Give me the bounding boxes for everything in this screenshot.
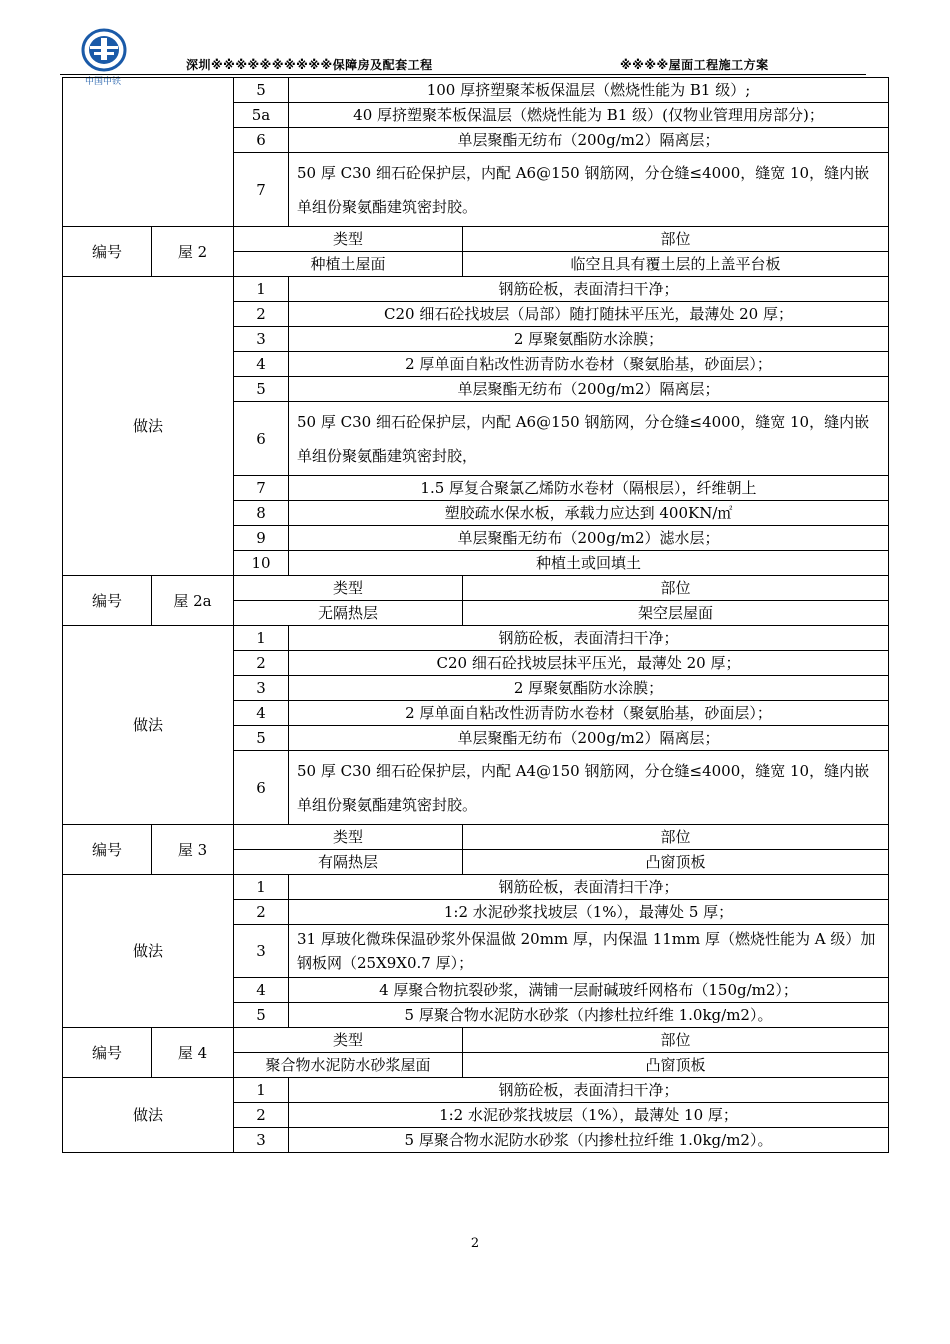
roof-type: 种植土屋面	[234, 252, 463, 277]
table-row	[63, 875, 889, 900]
step-number: 5	[234, 78, 289, 103]
step-text: 钢筋砼板，表面清扫干净；	[289, 277, 889, 302]
step-number: 4	[234, 352, 289, 377]
step-number: 1	[234, 1078, 289, 1103]
roof-location: 凸窗顶板	[463, 850, 889, 875]
step-text: 50 厚 C30 细石砼保护层，内配 A4@150 钢筋网，分仓缝≤4000，缝宽 10，缝内嵌单组份聚氨酯建筑密封胶。	[289, 751, 889, 825]
step-number: 8	[234, 501, 289, 526]
roof-code: 屋 3	[152, 825, 234, 875]
table-row	[63, 227, 889, 252]
step-number: 5	[234, 726, 289, 751]
page-header	[60, 20, 866, 87]
table-row	[63, 825, 889, 850]
method-label: 做法	[63, 277, 234, 576]
step-text: 50 厚 C30 细石砼保护层，内配 A6@150 钢筋网，分仓缝≤4000，缝宽 10，缝内嵌单组份聚氨酯建筑密封胶。	[289, 153, 889, 227]
step-number: 5	[234, 1003, 289, 1028]
step-number: 1	[234, 277, 289, 302]
table-row	[63, 1078, 889, 1103]
step-number: 2	[234, 900, 289, 925]
step-text: 5 厚聚合物水泥防水砂浆（内掺杜拉纤维 1.0kg/m2）。	[289, 1003, 889, 1028]
step-text: 钢筋砼板，表面清扫干净；	[289, 1078, 889, 1103]
step-number: 1	[234, 875, 289, 900]
logo-text: 中国中铁	[85, 77, 122, 87]
step-number: 1	[234, 626, 289, 651]
blank-cell	[63, 78, 234, 227]
type-label: 类型	[234, 227, 463, 252]
step-text: 种植土或回填土	[289, 551, 889, 576]
method-label: 做法	[63, 1078, 234, 1153]
step-text: C20 细石砼找坡层抹平压光，最薄处 20 厚；	[289, 651, 889, 676]
step-text: 2 厚单面自粘改性沥青防水卷材（聚氨胎基，砂面层）；	[289, 701, 889, 726]
step-text: 50 厚 C30 细石砼保护层，内配 A6@150 钢筋网，分仓缝≤4000，缝宽 10，缝内嵌单组份聚氨酯建筑密封胶，	[289, 402, 889, 476]
table-row	[63, 277, 889, 302]
table-row	[63, 78, 889, 103]
roof-type: 有隔热层	[234, 850, 463, 875]
step-text: 5 厚聚合物水泥防水砂浆（内掺杜拉纤维 1.0kg/m2）。	[289, 1128, 889, 1153]
step-text: 塑胶疏水保水板，承载力应达到 400KN/㎡	[289, 501, 889, 526]
table-row	[63, 576, 889, 601]
step-number: 4	[234, 701, 289, 726]
step-number: 6	[234, 128, 289, 153]
code-label: 编号	[63, 825, 152, 875]
type-label: 类型	[234, 576, 463, 601]
step-text: 钢筋砼板，表面清扫干净；	[289, 875, 889, 900]
roof-type: 无隔热层	[234, 601, 463, 626]
page-number: 2	[470, 1236, 480, 1251]
step-number: 3	[234, 925, 289, 978]
step-text: 1:2 水泥砂浆找坡层（1%），最薄处 10 厚；	[289, 1103, 889, 1128]
step-number: 3	[234, 327, 289, 352]
step-text: 2 厚聚氨酯防水涂膜；	[289, 676, 889, 701]
step-number: 9	[234, 526, 289, 551]
step-text: 2 厚单面自粘改性沥青防水卷材（聚氨胎基，砂面层）；	[289, 352, 889, 377]
method-label: 做法	[63, 626, 234, 825]
step-number: 3	[234, 676, 289, 701]
step-number: 7	[234, 153, 289, 227]
code-label: 编号	[63, 227, 152, 277]
step-number: 4	[234, 978, 289, 1003]
step-text: 100 厚挤塑聚苯板保温层（燃烧性能为 B1 级）;	[289, 78, 889, 103]
step-number: 5	[234, 377, 289, 402]
roof-code: 屋 2a	[152, 576, 234, 626]
location-label: 部位	[463, 825, 889, 850]
method-label: 做法	[63, 875, 234, 1028]
location-label: 部位	[463, 1028, 889, 1053]
code-label: 编号	[63, 576, 152, 626]
roof-location: 架空层屋面	[463, 601, 889, 626]
step-text: 1:2 水泥砂浆找坡层（1%），最薄处 5 厚；	[289, 900, 889, 925]
step-number: 5a	[234, 103, 289, 128]
roof-code: 屋 4	[152, 1028, 234, 1078]
step-text: 4 厚聚合物抗裂砂浆，满铺一层耐碱玻纤网格布（150g/m2）；	[289, 978, 889, 1003]
type-label: 类型	[234, 825, 463, 850]
roof-location: 凸窗顶板	[463, 1053, 889, 1078]
step-text: 单层聚酯无纺布（200g/m2）隔离层；	[289, 726, 889, 751]
crec-logo-icon	[80, 26, 128, 76]
step-number: 2	[234, 1103, 289, 1128]
step-text: 1.5 厚复合聚氯乙烯防水卷材（隔根层），纤维朝上	[289, 476, 889, 501]
step-text: 2 厚聚氨酯防水涂膜；	[289, 327, 889, 352]
step-text: 单层聚酯无纺布（200g/m2）隔离层；	[289, 128, 889, 153]
table-row	[63, 1028, 889, 1053]
header-doc-title: ※※※※屋面工程施工方案	[620, 58, 769, 72]
step-number: 2	[234, 651, 289, 676]
step-number: 10	[234, 551, 289, 576]
roof-construction-table	[62, 77, 889, 1153]
step-text: 钢筋砼板，表面清扫干净；	[289, 626, 889, 651]
step-number: 6	[234, 402, 289, 476]
location-label: 部位	[463, 227, 889, 252]
header-project-title: 深圳※※※※※※※※※※保障房及配套工程	[186, 58, 433, 72]
header-divider	[60, 74, 866, 75]
step-number: 2	[234, 302, 289, 327]
step-text: 单层聚酯无纺布（200g/m2）滤水层；	[289, 526, 889, 551]
roof-location: 临空且具有覆土层的上盖平台板	[463, 252, 889, 277]
roof-type: 聚合物水泥防水砂浆屋面	[234, 1053, 463, 1078]
type-label: 类型	[234, 1028, 463, 1053]
table-row	[63, 626, 889, 651]
step-number: 6	[234, 751, 289, 825]
roof-code: 屋 2	[152, 227, 234, 277]
location-label: 部位	[463, 576, 889, 601]
step-number: 7	[234, 476, 289, 501]
step-text: 31 厚玻化微珠保温砂浆外保温做 20mm 厚，内保温 11mm 厚（燃烧性能为 A 级）加钢板网（25X9X0.7 厚）；	[289, 925, 889, 978]
step-text: C20 细石砼找坡层（局部）随打随抹平压光，最薄处 20 厚；	[289, 302, 889, 327]
code-label: 编号	[63, 1028, 152, 1078]
step-number: 3	[234, 1128, 289, 1153]
step-text: 单层聚酯无纺布（200g/m2）隔离层；	[289, 377, 889, 402]
step-text: 40 厚挤塑聚苯板保温层（燃烧性能为 B1 级）(仅物业管理用房部分)；	[289, 103, 889, 128]
